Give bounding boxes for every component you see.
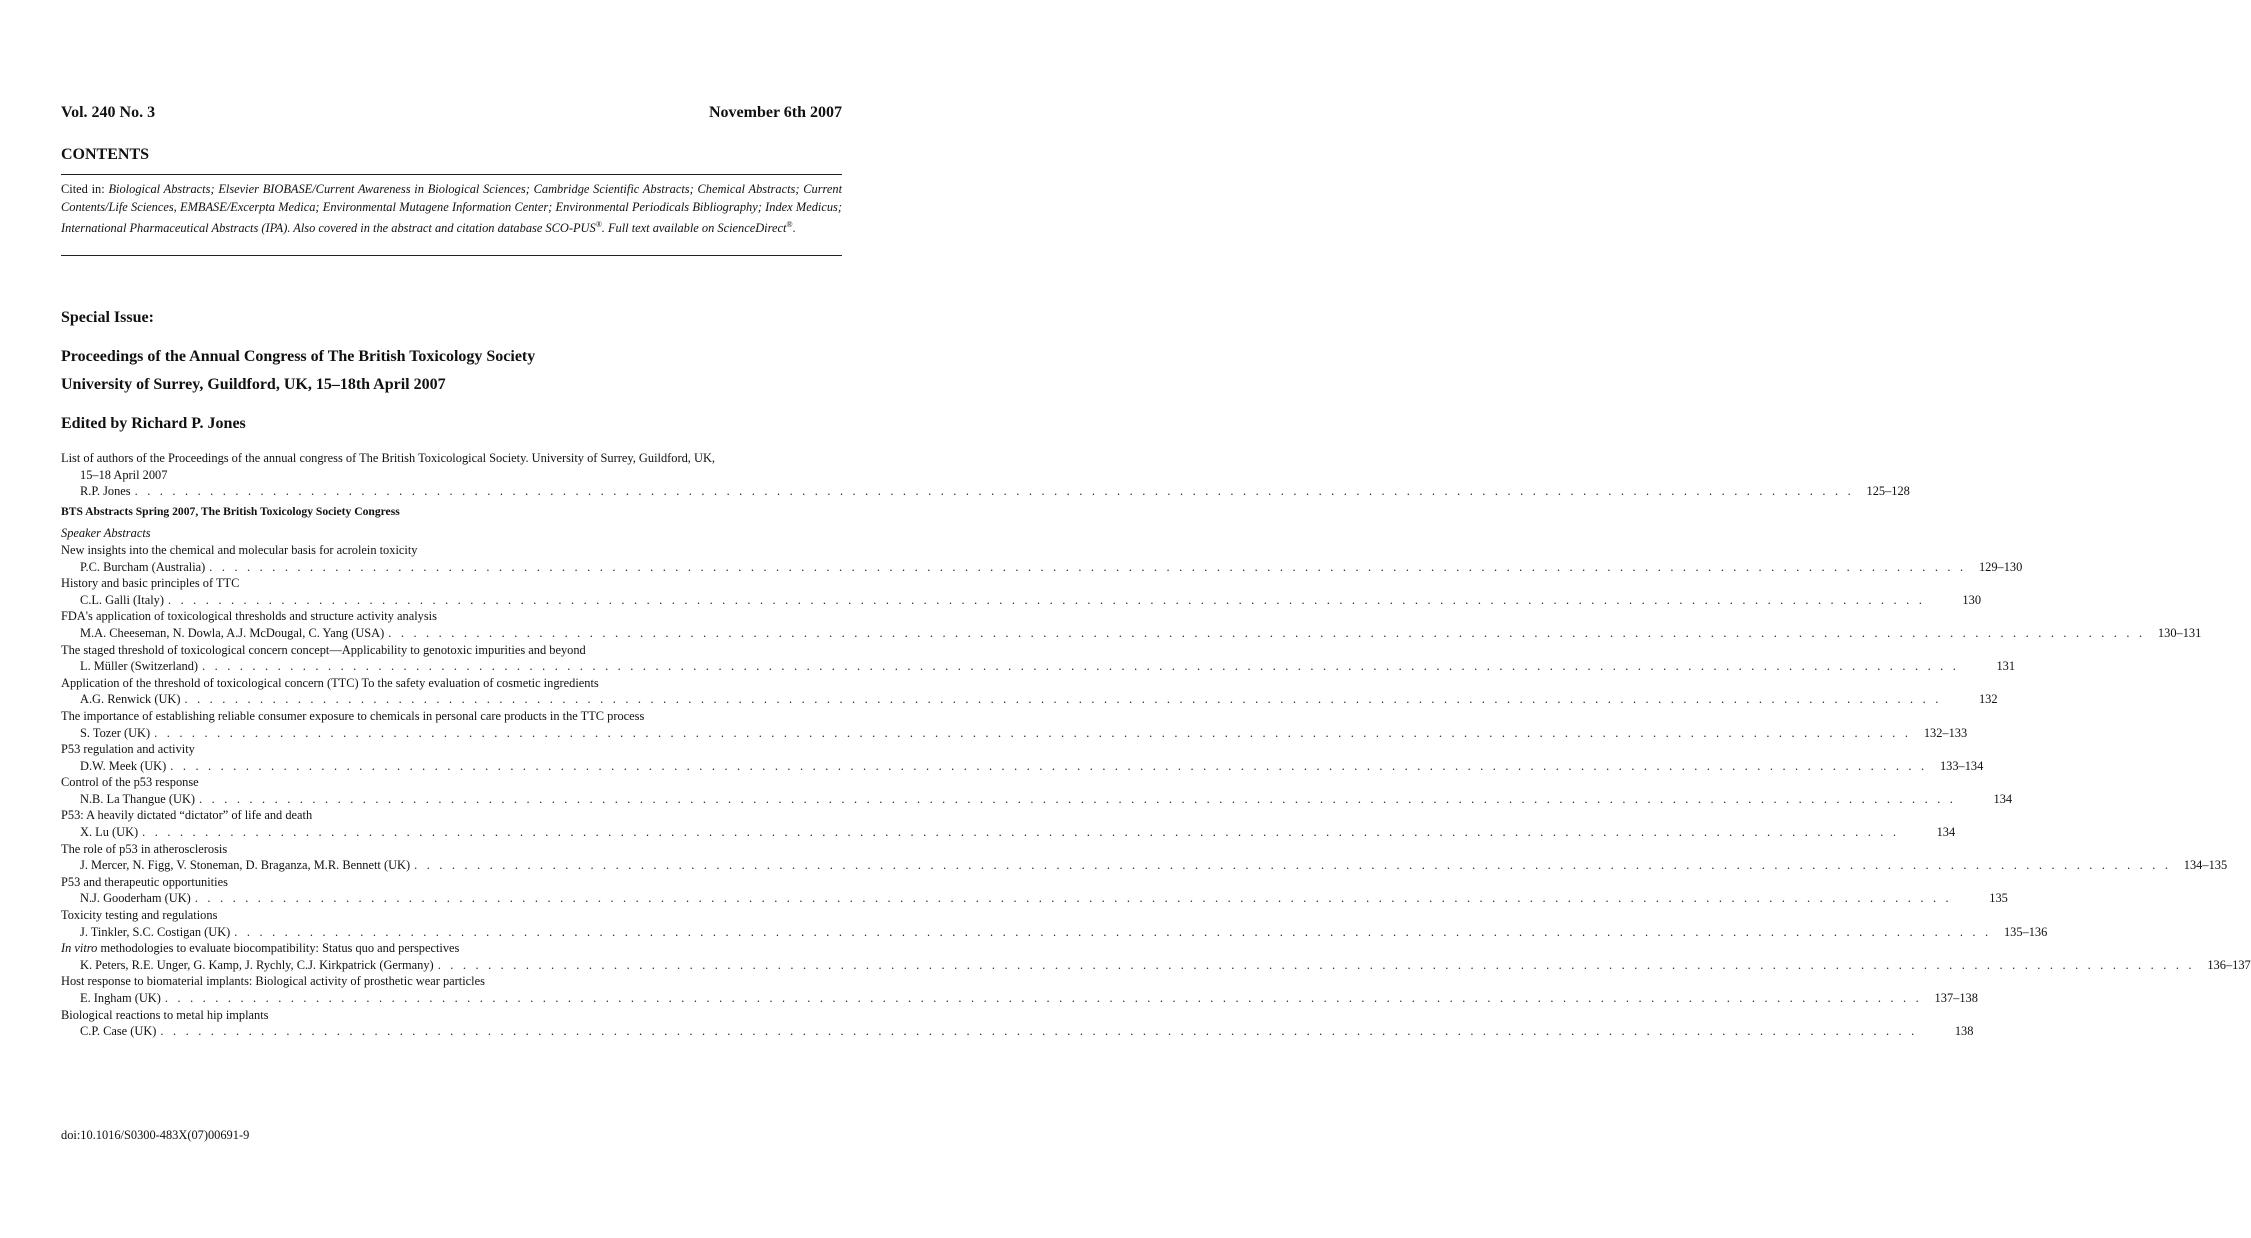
toc-entry-pages: 134 [1993,791,2013,806]
toc-entry-title [61,575,842,592]
toc-entry-author: J. Tinkler, S.C. Costigan (UK) [80,924,231,939]
toc-entry-pages: 130 [1962,592,1982,607]
toc-entry-title [61,940,842,957]
toc-entry-title [61,874,842,891]
toc-entry-title-text: The staged threshold of toxicological concern concept—Applicability to genotoxic impurities and beyond [61,642,586,657]
leader-dots: . . . . . . . . . . . . . . . . . . . . . . . . . . . . . . . . . . . . . . . . . . . . . . . . . . . . . . . . . . . . . . . . . . . . . . . . . . . . . . . . . . . . . . . . . . . . . . . . . . . . . . . . . . . . . . . . . . . . . . . . . . . . . . . . . . . . . . . . . . . . [170,758,1928,773]
cited-databases: Biological Abstracts; Elsevier BIOBASE/Current Awareness in Biological Sciences; Cambridge Scientific Abstracts; Chemical Abstracts; Current Contents/Life Sciences, EMBASE/Excerpta Medica; Environmental Mutagene Information Center; Environmental Periodicals Bibliography; Index Medicus; International Pharmaceutical Abstracts (IPA). Also covered in the abstract and citation database SCO-PUS [61,182,843,236]
toc-entry-pages: 132 [1978,692,1998,707]
registered-mark: ® [786,220,793,230]
cited-end: . [792,221,796,236]
leader-dots: . . . . . . . . . . . . . . . . . . . . . . . . . . . . . . . . . . . . . . . . . . . . . . . . . . . . . . . . . . . . . . . . . . . . . . . . . . . . . . . . . . . . . . . . . . . . . . . . . . . . . . . . . . . . . . . . . . . . . . . . . . . . . . . . . . . . . . . . . . . . [194,891,1952,906]
toc-entry-title-text: New insights into the chemical and molecular basis for acrolein toxicity [61,542,418,557]
toc-entry-pages: 135 [1989,891,2008,906]
toc-entry-author: D.W. Meek (UK) [80,758,167,773]
toc-entry-pages: 133–134 [1939,758,1984,773]
leader-dots: . . . . . . . . . . . . . . . . . . . . . . . . . . . . . . . . . . . . . . . . . . . . . . . . . . . . . . . . . . . . . . . . . . . . . . . . . . . . . . . . . . . . . . . . . . . . . . . . . . . . . . . . . . . . . . . . . . . . . . . . . . . . . . . . . . . . . . . . . . . . [184,692,1942,707]
toc-entry-author: R.P. Jones [80,484,131,499]
toc-entry-title: List of authors of the Proceedings of the annual congress of The British Toxicological Society. University of Surrey, Guildford, UK, [61,451,715,465]
toc-entry-pages: 130–131 [2157,625,2202,640]
leader-dots: . . . . . . . . . . . . . . . . . . . . . . . . . . . . . . . . . . . . . . . . . . . . . . . . . . . . . . . . . . . . . . . . . . . . . . . . . . . . . . . . . . . . . . . . . . . . . . . . . . . . . . . . . . . . . . . . . . . . . . . . . . . . . . . . . . . . . . . . . . . . [199,791,1957,806]
toc-entry-author-line [61,1023,1974,1040]
toc-entry-title-text: The role of p53 in atherosclerosis [61,841,228,856]
toc-entry-title-text: P53 regulation and activity [61,742,195,757]
cited-fulltext: . Full text available on ScienceDirect [601,221,787,236]
toc-entry-title [61,807,842,824]
cited-prefix: Cited in: [61,182,109,196]
toc-entry-pages: 134 [1936,825,1956,840]
cited-in-note [61,181,842,238]
toc-entry-author-line [61,658,2016,675]
leader-dots: . . . . . . . . . . . . . . . . . . . . . . . . . . . . . . . . . . . . . . . . . . . . . . . . . . . . . . . . . . . . . . . . . . . . . . . . . . . . . . . . . . . . . . . . . . . . . . . . . . . . . . . . . . . . . . . . . . . . . . . . . . . . . . . . . . . . . . . . . . . . [167,592,1926,607]
venue-line: University of Surrey, Guildford, UK, 15–18th April 2007 [61,376,446,393]
toc-entry-title [61,1007,842,1024]
toc-entry-pages: 129–130 [1978,559,2023,574]
toc-entry-author: J. Mercer, N. Figg, V. Stoneman, D. Braganza, M.R. Bennett (UK) [80,858,411,873]
toc-entry-author: L. Müller (Switzerland) [80,659,199,674]
toc-entry-pages: 125–128 [1866,484,1910,499]
toc-entry-title-text: Application of the threshold of toxicological concern (TTC) To the safety evaluation of cosmetic ingredients [61,675,599,690]
toc-entry-title [61,542,842,559]
toc-entry-title-text: Control of the p53 response [61,775,199,790]
toc-entry-title-text: Biological reactions to metal hip implants [61,1007,269,1022]
toc-entry-author: C.L. Galli (Italy) [80,592,164,607]
toc-entry-author-line [61,483,1910,500]
toc-entry-title-text: Toxicity testing and regulations [61,908,218,923]
toc-entry-author: E. Ingham (UK) [80,991,161,1005]
toc-entry-author-line [61,592,1982,609]
leader-dots: . . . . . . . . . . . . . . . . . . . . . . . . . . . . . . . . . . . . . . . . . . . . . . . . . . . . . . . . . . . . . . . . . . . . . . . . . . . . . . . . . . . . . . . . . . . . . . . . . . . . . . . . . . . . . . . . . . . . . . . . . . . . . . . . . . . . . . . . . . . . [414,858,2172,873]
toc-entry-title-text: FDA's application of toxicological thresholds and structure activity analysis [61,609,437,624]
toc-list [61,450,2251,1040]
toc-entry-title [61,608,842,625]
toc-entry-title [61,841,842,858]
bottom-rule [61,255,842,256]
leader-dots: . . . . . . . . . . . . . . . . . . . . . . . . . . . . . . . . . . . . . . . . . . . . . . . . . . . . . . . . . . . . . . . . . . . . . . . . . . . . . . . . . . . . . . . . . . . . . . . . . . . . . . . . . . . . . . . . . . . . . . . . . . . . . . . . . . . . . . . . . . . . [437,957,2195,972]
toc-entry-title [61,907,842,924]
toc-entry-title [61,741,842,758]
toc-entry-title-text: P53: A heavily dictated “dictator” of life and death [61,808,313,823]
toc-entry-author: P.C. Burcham (Australia) [80,559,206,574]
section-heading: BTS Abstracts Spring 2007, The British Toxicology Society Congress [61,504,400,518]
toc-entry-author: S. Tozer (UK) [80,725,151,740]
volume-issue: Vol. 240 No. 3 [61,104,156,121]
toc-entry-pages: 136–137 [2207,957,2251,972]
toc-entry-title [61,708,842,725]
toc-entry-author-line [61,758,1984,775]
contents-heading: CONTENTS [61,146,150,163]
leader-dots: . . . . . . . . . . . . . . . . . . . . . . . . . . . . . . . . . . . . . . . . . . . . . . . . . . . . . . . . . . . . . . . . . . . . . . . . . . . . . . . . . . . . . . . . . . . . . . . . . . . . . . . . . . . . . . . . . . . . . . . . . . . . . . . . . . . . . . . . . . . . [154,725,1912,740]
toc-entry-title-text: methodologies to evaluate biocompatibility: Status quo and perspectives [97,941,460,956]
toc-entry-title [61,973,842,990]
toc-entry-author-line [61,857,2228,874]
toc-entry-author: K. Peters, R.E. Unger, G. Kamp, J. Rychly, C.J. Kirkpatrick (Germany) [80,957,434,972]
toc-entry-title [61,675,842,692]
leader-dots: . . . . . . . . . . . . . . . . . . . . . . . . . . . . . . . . . . . . . . . . . . . . . . . . . . . . . . . . . . . . . . . . . . . . . . . . . . . . . . . . . . . . . . . . . . . . . . . . . . . . . . . . . . . . . . . . . . . . . . . . . . . . . . . . . . . . . . . . . . . . [142,825,1900,840]
speaker-abstract-list [61,542,2251,1040]
leader-dots: . . . . . . . . . . . . . . . . . . . . . . . . . . . . . . . . . . . . . . . . . . . . . . . . . . . . . . . . . . . . . . . . . . . . . . . . . . . . . . . . . . . . . . . . . . . . . . . . . . . . . . . . . . . . . . . . . . . . . . . . . . . . . . . . . . . . . . . . . . . . [388,625,2146,640]
issue-date: November 6th 2007 [708,104,842,121]
registered-mark: ® [595,220,602,230]
toc-entry-pages: 131 [1996,659,2016,674]
leader-dots: . . . . . . . . . . . . . . . . . . . . . . . . . . . . . . . . . . . . . . . . . . . . . . . . . . . . . . . . . . . . . . . . . . . . . . . . . . . . . . . . . . . . . . . . . . . . . . . . . . . . . . . . . . . . . . . . . . . . . . . . . . . . . . . . . . . . . . . . . . . . [209,559,1967,574]
doi: doi:10.1016/S0300-483X(07)00691-9 [61,1128,250,1142]
toc-entry-title-cont: 15–18 April 2007 [80,467,168,482]
toc-entry-author-line [61,957,2251,974]
toc-entry-title-text: History and basic principles of TTC [61,576,240,591]
leader-dots: . . . . . . . . . . . . . . . . . . . . . . . . . . . . . . . . . . . . . . . . . . . . . . . . . . . . . . . . . . . . . . . . . . . . . . . . . . . . . . . . . . . . . . . . . . . . . . . . . . . . . . . . . . . . . . . . . . . . . . . . . . . . . . . . . . . . . . . . . . . . [202,659,1960,674]
toc-entry-title-italic: In vitro [61,941,98,956]
toc-entry-author-line [61,791,2013,808]
toc-entry-author-line [61,924,2048,941]
toc-entry-author-line [61,824,1956,841]
toc-entry-author-line [61,691,1998,708]
toc-entry-title [61,774,842,791]
toc-entry-title-text: The importance of establishing reliable consumer exposure to chemicals in personal care products in the TTC process [61,708,645,723]
journal-header [61,104,842,126]
toc-entry-author: C.P. Case (UK) [80,1024,157,1039]
toc-entry-title [61,642,842,659]
toc-entry-author-line [61,725,1968,742]
toc-entry-author-line [61,559,2023,576]
leader-dots: . . . . . . . . . . . . . . . . . . . . . . . . . . . . . . . . . . . . . . . . . . . . . . . . . . . . . . . . . . . . . . . . . . . . . . . . . . . . . . . . . . . . . . . . . . . . . . . . . . . . . . . . . . . . . . . . . . . . . . . . . . . . . . . . . . . . . . . . . . . . [160,1024,1918,1039]
leader-dots: . . . . . . . . . . . . . . . . . . . . . . . . . . . . . . . . . . . . . . . . . . . . . . . . . . . . . . . . . . . . . . . . . . . . . . . . . . . . . . . . . . . . . . . . . . . . . . . . . . . . . . . . . . . . . . . . . . . . . . . . . . . . . . . . . . . . . . . . . . . . [164,991,1922,1005]
toc-entry-author: X. Lu (UK) [80,825,139,840]
toc-entry-author-line [61,890,2008,907]
toc-entry-pages: 138 [1954,1024,1974,1039]
top-rule [61,174,842,175]
toc-entry-author-line [61,625,2202,642]
special-issue-label: Special Issue: [61,309,154,326]
toc-entry-pages: 135–136 [2003,924,2048,939]
toc-entry-pages: 132–133 [1923,725,1968,740]
toc-entry-pages: 137–138 [1934,991,1978,1005]
proceedings-title: Proceedings of the Annual Congress of The British Toxicology Society [61,348,536,365]
leader-dots: . . . . . . . . . . . . . . . . . . . . . . . . . . . . . . . . . . . . . . . . . . . . . . . . . . . . . . . . . . . . . . . . . . . . . . . . . . . . . . . . . . . . . . . . . . . . . . . . . . . . . . . . . . . . . . . . . . . . . . . . . . . . . . . . . . . . . . . . . [134,484,1854,499]
toc-entry-title-text: Host response to biomaterial implants: Biological activity of prosthetic wear particles [61,974,485,989]
subsection-heading: Speaker Abstracts [61,526,151,541]
toc-entry-author: M.A. Cheeseman, N. Dowla, A.J. McDougal, C. Yang (USA) [80,625,385,640]
leader-dots: . . . . . . . . . . . . . . . . . . . . . . . . . . . . . . . . . . . . . . . . . . . . . . . . . . . . . . . . . . . . . . . . . . . . . . . . . . . . . . . . . . . . . . . . . . . . . . . . . . . . . . . . . . . . . . . . . . . . . . . . . . . . . . . . . . . . . . . . . . . . [234,924,1992,939]
editor-line: Edited by Richard P. Jones [61,415,246,432]
toc-entry-title-text: P53 and therapeutic opportunities [61,874,228,889]
toc-entry-author-line [61,990,1978,1007]
toc-entry-author: A.G. Renwick (UK) [80,692,181,707]
toc-entry-pages: 134–135 [2183,858,2228,873]
toc-entry-author: N.B. La Thangue (UK) [80,791,196,806]
toc-entry-author: N.J. Gooderham (UK) [80,891,191,906]
